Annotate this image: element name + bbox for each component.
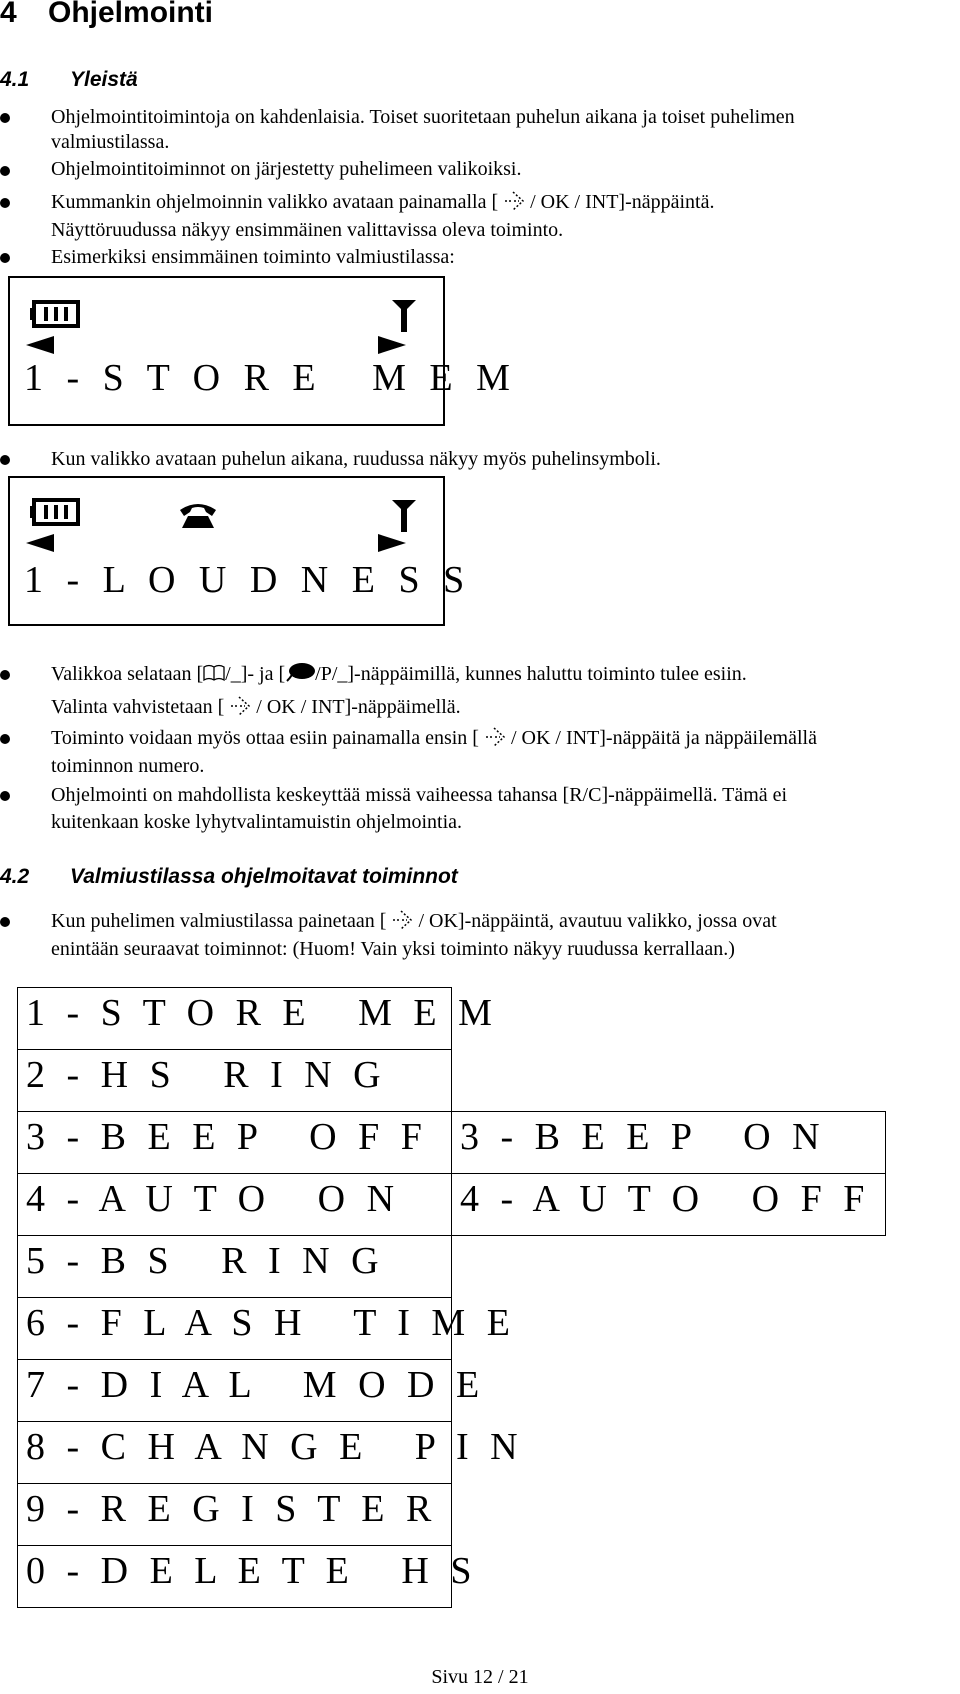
menu-item-text: 3 - B E E P O F F (26, 1116, 428, 1158)
text-part: Valikkoa selataan [ (51, 663, 204, 685)
paragraph-line (51, 908, 777, 935)
paragraph-line: Esimerkiksi ensimmäinen toiminto valmiustilassa: (51, 246, 455, 268)
lcd-text: 1 - S T O R E M E M (24, 357, 517, 399)
bullet-dot (0, 917, 10, 927)
text-part: / OK / INT]-näppäimellä. (256, 696, 461, 718)
menu-key-icon (229, 696, 251, 716)
text-part: /_]- ja [ (225, 663, 286, 685)
bullet-dot (0, 253, 10, 263)
paragraph-line (51, 189, 715, 216)
menu-item-text: 1 - S T O R E M E M (26, 992, 498, 1034)
menu-item-text: 8 - C H A N G E P I N (26, 1426, 524, 1468)
paragraph-line (51, 725, 817, 752)
paragraph-line: toiminnon numero. (51, 755, 205, 777)
speech-bubble-icon (285, 663, 315, 683)
lcd-display-standby (8, 276, 517, 426)
text-part: Kummankin ohjelmoinnin valikko avataan painamalla [ (51, 191, 499, 213)
bullet-dot (0, 166, 10, 176)
bullet-dot (0, 455, 10, 465)
menu-item (17, 1235, 452, 1298)
paragraph-line (51, 694, 461, 721)
paragraph-line: Ohjelmointitoimintoja on kahdenlaisia. Toiset suoritetaan puhelun aikana ja toiset puhelimen (51, 106, 795, 128)
section-heading-4-1 (0, 68, 138, 92)
chapter-number: 4 (0, 0, 17, 29)
arrow-right-icon (378, 534, 406, 552)
menu-item (17, 987, 498, 1050)
phonebook-icon (203, 664, 225, 682)
antenna-icon (391, 298, 417, 334)
paragraph-line: Kun valikko avataan puhelun aikana, ruudussa näkyy myös puhelinsymboli. (51, 448, 661, 470)
menu-key-icon (484, 727, 506, 747)
paragraph-line: Ohjelmointitoiminnot on järjestetty puhelimeen valikoiksi. (51, 158, 522, 180)
bullet-dot (0, 198, 10, 208)
paragraph-line: valmiustilassa. (51, 131, 170, 153)
bullet-dot (0, 113, 10, 123)
bullet-dot (0, 670, 10, 680)
menu-item (17, 1483, 452, 1546)
text-part: / OK]-näppäintä, avautuu valikko, jossa ovat (418, 910, 777, 932)
chapter-heading (0, 0, 213, 30)
menu-item-alt (451, 1173, 886, 1236)
lcd-display-call (8, 476, 472, 626)
arrow-left-icon (26, 534, 54, 552)
battery-icon (30, 300, 82, 328)
menu-key-icon (391, 910, 413, 930)
menu-item (17, 1421, 524, 1484)
menu-item-text: 7 - D I A L M O D E (26, 1364, 486, 1406)
paragraph-line: Ohjelmointi on mahdollista keskeyttää missä vaiheessa tahansa [R/C]-näppäimellä. Tämä ei (51, 784, 788, 806)
menu-item-text: 3 - B E E P O N (460, 1116, 826, 1158)
antenna-icon (391, 498, 417, 534)
menu-item-text: 0 - D E L E T E H S (26, 1550, 478, 1592)
text-part: / OK / INT]-näppäitä ja näppäilemällä (510, 727, 817, 749)
menu-item (17, 1297, 516, 1360)
page-footer: Sivu 12 / 21 (431, 1666, 529, 1688)
battery-icon (30, 498, 82, 526)
menu-item-text: 4 - A U T O O N (26, 1178, 401, 1220)
paragraph-line: Näyttöruudussa näkyy ensimmäinen valittavissa oleva toiminto. (51, 219, 564, 241)
arrow-left-icon (26, 336, 54, 354)
phone-icon (178, 500, 218, 530)
bullet-dot (0, 791, 10, 801)
menu-item-text: 9 - R E G I S T E R (26, 1488, 438, 1530)
section-heading-4-2 (0, 865, 458, 889)
menu-item-text: 5 - B S R I N G (26, 1240, 385, 1282)
menu-item (17, 1545, 478, 1608)
menu-item (17, 1111, 452, 1174)
arrow-right-icon (378, 336, 406, 354)
paragraph-line: enintään seuraavat toiminnot: (Huom! Vain yksi toiminto näkyy ruudussa kerrallaan.) (51, 938, 735, 960)
menu-item-text: 6 - F L A S H T I M E (26, 1302, 516, 1344)
chapter-title: Ohjelmointi (48, 0, 213, 29)
text-part: Valinta vahvistetaan [ (51, 696, 225, 718)
paragraph-line (51, 661, 747, 688)
menu-item (17, 1173, 452, 1236)
menu-item (17, 1049, 452, 1112)
text-part: /P/_]-näppäimillä, kunnes haluttu toiminto tulee esiin. (315, 663, 747, 685)
menu-item-alt (451, 1111, 886, 1174)
bullet-dot (0, 734, 10, 744)
section-number: 4.1 (0, 68, 30, 91)
text-part: / OK / INT]-näppäintä. (530, 191, 715, 213)
lcd-text: 1 - L O U D N E S S (24, 559, 472, 601)
section-title: Valmiustilassa ohjelmoitavat toiminnot (70, 865, 458, 888)
section-number: 4.2 (0, 865, 30, 888)
menu-item-text: 4 - A U T O O F F (460, 1178, 871, 1220)
menu-item (17, 1359, 486, 1422)
text-part: Kun puhelimen valmiustilassa painetaan [ (51, 910, 387, 932)
paragraph-line: kuitenkaan koske lyhytvalintamuistin ohjelmointia. (51, 811, 463, 833)
menu-item-text: 2 - H S R I N G (26, 1054, 387, 1096)
section-title: Yleistä (70, 68, 138, 91)
menu-key-icon (503, 191, 525, 211)
text-part: Toiminto voidaan myös ottaa esiin painamalla ensin [ (51, 727, 479, 749)
